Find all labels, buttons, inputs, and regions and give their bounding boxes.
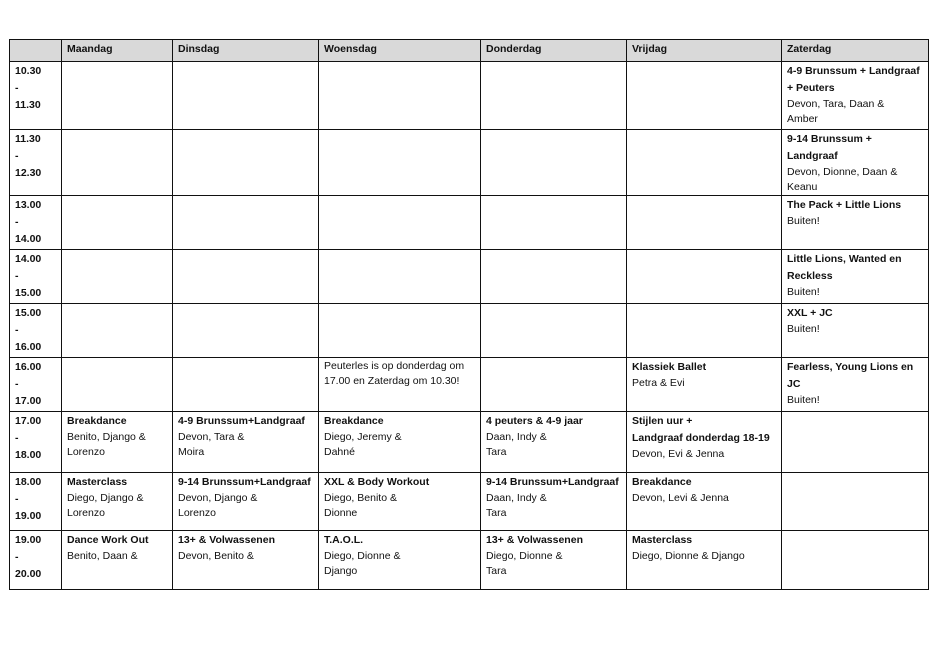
schedule-cell	[173, 304, 319, 358]
class-teachers: Moira	[178, 445, 205, 458]
time-slot-line: 19.00	[15, 510, 42, 522]
schedule-cell	[319, 130, 481, 196]
class-title: 4 peuters & 4-9 jaar	[486, 415, 583, 427]
class-title: JC	[787, 378, 801, 390]
time-slot	[10, 62, 62, 130]
class-teachers: Lorenzo	[67, 506, 105, 519]
schedule-cell	[481, 130, 627, 196]
time-slot-line: -	[15, 551, 19, 563]
time-slot-line: 14.00	[15, 233, 42, 245]
class-title: XXL + JC	[787, 307, 833, 319]
class-title: Klassiek Ballet	[632, 361, 707, 373]
class-teachers: Buiten!	[787, 394, 820, 406]
time-slot-line: -	[15, 378, 19, 390]
schedule-cell	[319, 304, 481, 358]
time-slot	[10, 130, 62, 196]
class-teachers: Devon, Benito &	[178, 550, 254, 562]
class-title: Landgraaf donderdag 18-19	[632, 432, 770, 444]
class-title: Breakdance	[632, 476, 692, 488]
schedule-cell	[62, 304, 173, 358]
class-teachers: Diego, Dionne &	[324, 550, 401, 562]
time-slot-line: -	[15, 324, 19, 336]
schedule-cell	[782, 412, 929, 473]
time-slot	[10, 196, 62, 250]
time-slot-line: -	[15, 150, 19, 162]
class-title: 9-14 Brunssum+Landgraaf	[486, 476, 619, 488]
schedule-row	[10, 412, 929, 473]
class-title: Landgraaf	[787, 150, 838, 162]
time-slot	[10, 358, 62, 412]
day-header: Zaterdag	[782, 40, 929, 62]
class-title: The Pack + Little Lions	[787, 199, 902, 211]
schedule-row	[10, 250, 929, 304]
schedule-row	[10, 473, 929, 531]
schedule-cell	[627, 412, 782, 473]
day-header: Woensdag	[319, 40, 481, 62]
schedule-cell	[782, 250, 929, 304]
schedule-cell	[481, 62, 627, 130]
class-title: 13+ & Volwassenen	[178, 534, 275, 546]
class-title: Breakdance	[324, 415, 384, 427]
class-teachers: Keanu	[787, 180, 818, 193]
schedule-cell	[173, 473, 319, 531]
time-slot	[10, 473, 62, 531]
schedule-cell	[782, 358, 929, 412]
class-teachers: Daan, Indy &	[486, 431, 547, 443]
schedule-cell	[481, 531, 627, 590]
time-slot-line: 13.00	[15, 199, 42, 211]
class-teachers: Devon, Dionne, Daan &	[787, 166, 898, 178]
class-title: Masterclass	[632, 534, 693, 546]
time-slot-line: 11.30	[15, 99, 41, 111]
class-teachers: Devon, Evi & Jenna	[632, 448, 725, 460]
time-slot	[10, 531, 62, 590]
class-teachers: Buiten!	[787, 323, 820, 335]
schedule-row	[10, 62, 929, 130]
class-title: 9-14 Brunssum+Landgraaf	[178, 476, 311, 488]
class-title: XXL & Body Workout	[324, 476, 430, 488]
schedule-cell	[62, 412, 173, 473]
schedule-row	[10, 531, 929, 590]
class-teachers: Diego, Django &	[67, 492, 144, 504]
class-title: Stijlen uur +	[632, 415, 693, 427]
class-teachers: Lorenzo	[67, 445, 105, 458]
header-row	[10, 40, 929, 62]
class-teachers: Devon, Tara &	[178, 431, 245, 443]
class-teachers: Buiten!	[787, 215, 820, 227]
day-header: Donderdag	[481, 40, 627, 62]
schedule-cell	[173, 130, 319, 196]
schedule-cell	[782, 473, 929, 531]
class-title: 13+ & Volwassenen	[486, 534, 583, 546]
time-slot-line: 17.00	[15, 415, 42, 427]
time-slot-line: 16.00	[15, 341, 42, 353]
class-teachers: Tara	[486, 445, 507, 458]
time-slot-line: 14.00	[15, 253, 42, 265]
time-slot	[10, 412, 62, 473]
class-title: 4-9 Brunssum+Landgraaf	[178, 415, 305, 427]
class-title: Masterclass	[67, 476, 128, 488]
schedule-cell	[627, 196, 782, 250]
class-teachers: Tara	[486, 506, 507, 519]
schedule-cell	[782, 531, 929, 590]
class-teachers: Amber	[787, 112, 818, 125]
time-slot-line: -	[15, 432, 19, 444]
schedule-cell	[62, 130, 173, 196]
class-teachers: Diego, Dionne & Django	[632, 550, 745, 562]
schedule-cell	[627, 531, 782, 590]
schedule-cell	[319, 531, 481, 590]
time-slot-line: 15.00	[15, 287, 42, 299]
schedule-row	[10, 358, 929, 412]
schedule-cell	[173, 250, 319, 304]
schedule-cell	[481, 304, 627, 358]
schedule-cell	[173, 196, 319, 250]
schedule-cell	[62, 196, 173, 250]
class-teachers: Django	[324, 564, 358, 577]
time-slot-line: 20.00	[15, 568, 42, 580]
schedule-cell	[319, 62, 481, 130]
schedule-note: Peuterles is op donderdag om	[324, 360, 465, 372]
schedule-cell	[481, 412, 627, 473]
schedule-cell	[627, 304, 782, 358]
schedule-cell	[627, 62, 782, 130]
time-slot-line: 10.30	[15, 65, 42, 77]
schedule-cell	[62, 473, 173, 531]
time-slot-line: -	[15, 82, 19, 94]
schedule-cell	[173, 531, 319, 590]
class-teachers: Diego, Jeremy &	[324, 431, 402, 443]
time-slot	[10, 250, 62, 304]
schedule-body	[10, 62, 929, 590]
class-teachers: Diego, Dionne &	[486, 550, 563, 562]
class-teachers: Tara	[486, 564, 507, 577]
schedule-cell	[782, 62, 929, 130]
class-title: Dance Work Out	[67, 534, 149, 546]
schedule-cell	[173, 62, 319, 130]
time-slot-line: 19.00	[15, 534, 42, 546]
class-teachers: Devon, Tara, Daan &	[787, 98, 885, 110]
schedule-cell	[627, 130, 782, 196]
schedule-cell	[62, 358, 173, 412]
class-title: + Peuters	[787, 82, 835, 94]
time-slot-line: 11.30	[15, 133, 41, 145]
time-slot-line: 18.00	[15, 476, 42, 488]
class-teachers: Diego, Benito &	[324, 492, 397, 504]
schedule-cell	[319, 196, 481, 250]
schedule-row	[10, 130, 929, 196]
class-teachers: Buiten!	[787, 286, 820, 298]
schedule-cell	[173, 358, 319, 412]
schedule-cell	[481, 250, 627, 304]
time-slot	[10, 304, 62, 358]
class-title: Fearless, Young Lions en	[787, 361, 914, 373]
time-slot-line: -	[15, 216, 19, 228]
class-title: Little Lions, Wanted en	[787, 253, 902, 265]
time-slot-line: 15.00	[15, 307, 42, 319]
class-teachers: Devon, Levi & Jenna	[632, 492, 729, 504]
schedule-cell	[481, 196, 627, 250]
day-header: Vrijdag	[627, 40, 782, 62]
schedule-cell	[173, 412, 319, 473]
schedule-cell	[481, 358, 627, 412]
class-teachers: Dahné	[324, 445, 355, 458]
class-title: Reckless	[787, 270, 833, 282]
schedule-cell	[62, 531, 173, 590]
schedule-cell	[319, 412, 481, 473]
class-title: 4-9 Brunssum + Landgraaf	[787, 65, 920, 77]
schedule-cell	[319, 358, 481, 412]
class-teachers: Benito, Daan &	[67, 550, 138, 562]
time-slot-line: -	[15, 493, 19, 505]
time-slot-line: 16.00	[15, 361, 42, 373]
time-slot-line: 17.00	[15, 395, 42, 407]
schedule-cell	[782, 304, 929, 358]
schedule-cell	[319, 473, 481, 531]
day-header: Maandag	[62, 40, 173, 62]
class-teachers: Lorenzo	[178, 506, 216, 519]
class-title: T.A.O.L.	[324, 534, 364, 546]
time-slot-line: -	[15, 270, 19, 282]
schedule-cell	[627, 473, 782, 531]
schedule-cell	[319, 250, 481, 304]
corner-header	[10, 40, 62, 62]
class-teachers: Dionne	[324, 506, 358, 519]
schedule-row	[10, 304, 929, 358]
schedule-table	[9, 39, 929, 590]
class-teachers: Daan, Indy &	[486, 492, 547, 504]
class-title: Breakdance	[67, 415, 127, 427]
schedule-cell	[782, 130, 929, 196]
schedule-cell	[627, 250, 782, 304]
day-header: Dinsdag	[173, 40, 319, 62]
class-teachers: Devon, Django &	[178, 492, 258, 504]
time-slot-line: 18.00	[15, 449, 42, 461]
time-slot-line: 12.30	[15, 167, 42, 179]
class-teachers: Petra & Evi	[632, 377, 685, 389]
schedule-row	[10, 196, 929, 250]
class-title: 9-14 Brunssum +	[787, 133, 872, 145]
schedule-cell	[62, 250, 173, 304]
schedule-cell	[62, 62, 173, 130]
class-teachers: Benito, Django &	[67, 431, 146, 443]
schedule-cell	[782, 196, 929, 250]
schedule-cell	[627, 358, 782, 412]
schedule-cell	[481, 473, 627, 531]
schedule-note: 17.00 en Zaterdag om 10.30!	[324, 374, 460, 387]
